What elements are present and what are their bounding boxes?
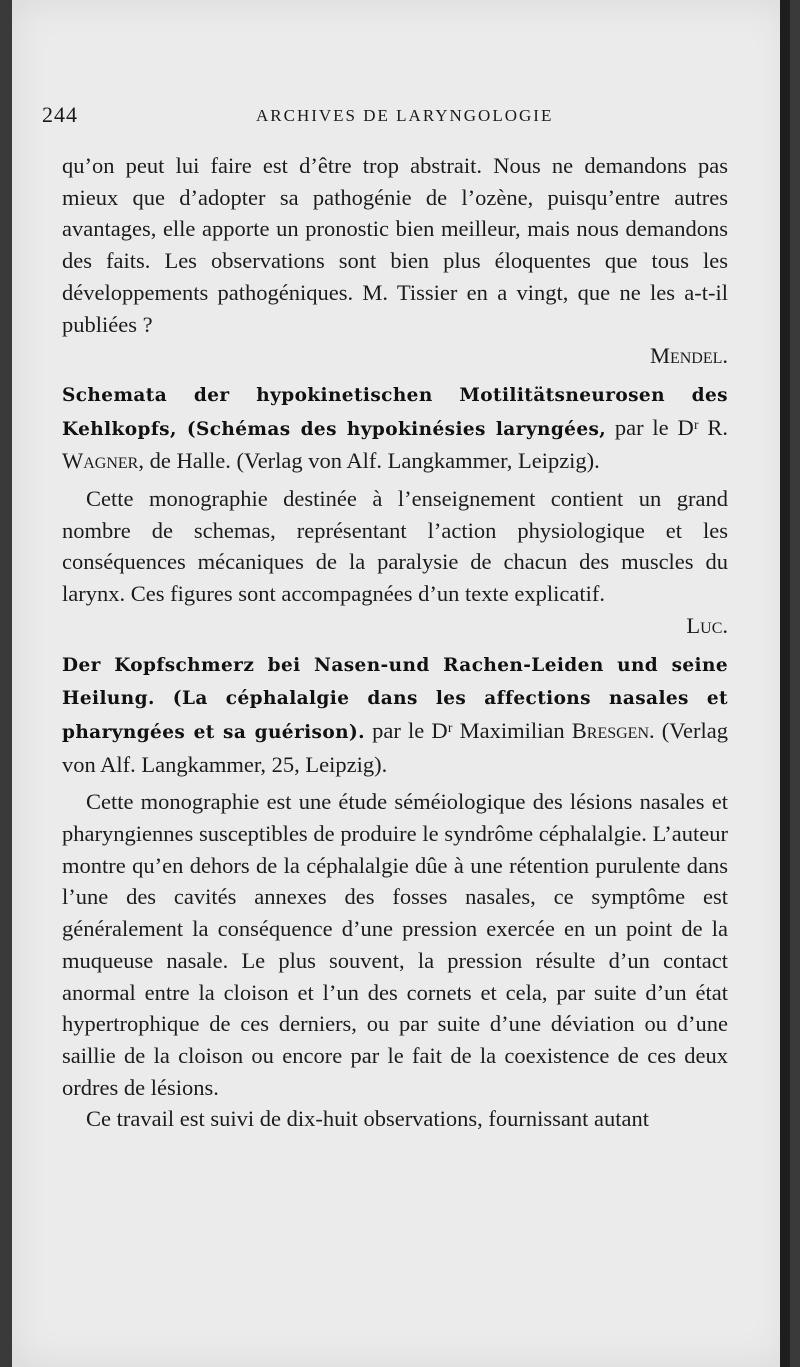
page-number: 244 [42,102,78,127]
review-entry-wagner [62,378,728,477]
review-author-bresgen: Bresgen [571,717,650,743]
review-title-bresgen: Der Kopfschmerz bei Nasen-und Rachen-Leiden und seine Heilung. (La céphalalgie dans les affections nasales et pharyngées et sa guérison). [62,654,728,743]
page-header [42,102,742,132]
review-continuation-bresgen: Ce travail est suivi de dix-huit observations, fournissant autant [86,1106,650,1132]
page-edge-shadow [780,0,790,1367]
review-body-bresgen: Cette monographie est une étude séméiologique des lésions nasales et pharyngiennes susceptibles de produire le syndrôme céphalalgie. L’auteur montre qu’en dehors de la céphalalgie dûe à une rétention purulente dans l’une des cavités annexes des fosses nasales, ce symptôme est généralement la conséquence d’une pression exercée en un point de la muqueuse nasale. Le plus souvent, la pression résulte d’un contact anormal entre la cloison et l’un des cornets et cela, par suite d’un état hypertrophique de ces derniers, ou par suite d’une déviation ou d’une saillie de la cloison ou encore par le fait de la coexistence de ces deux ordres de lésions. [62,789,728,1100]
intro-paragraph: qu’on peut lui faire est d’être trop abstrait. Nous ne demandons pas mieux que d’adopter sa pathogénie de l’ozène, puisqu’entre autres avantages, elle apporte un pronostic bien meilleur, mais nous demandons des faits. Les observations sont bien plus éloquentes que tous les développements pathogéniques. M. Tissier en a vingt, que ne les a-t-il publiées ? [62,153,728,337]
signature-luc: Luc. [686,612,728,638]
review-body-wagner: Cette monographie destinée à l’enseignement contient un grand nombre de schemas, représentant l’action physiologique et les conséquences mécaniques de la paralysie de chacun des muscles du larynx. Ces figures sont accompagnées d’un texte explicatif. [62,486,728,607]
signature-mendel: Mendel. [649,343,728,369]
running-title: ARCHIVES DE LARYNGOLOGIE [256,106,554,125]
book-page [12,0,790,1367]
review-publication-wagner: , de Halle. (Verlag von Alf. Langkammer, Leipzig). [138,448,600,474]
review-author-prefix-bresgen: par le Dʳ Maximilian [364,717,572,743]
review-title-wagner: Schemata der hypokinetischen Motilitätsneurosen des Kehlkopfs, (Schémas des hypokinésies laryngées, [62,384,728,440]
review-author-prefix-wagner: par le Dʳ R. [606,414,728,440]
review-entry-bresgen [62,648,728,781]
page-body [62,150,728,1135]
review-publication-bresgen: . (Verlag von Alf. Langkammer, 25, Leipzig). [62,717,729,777]
review-author-wagner: Wagner [62,448,139,474]
